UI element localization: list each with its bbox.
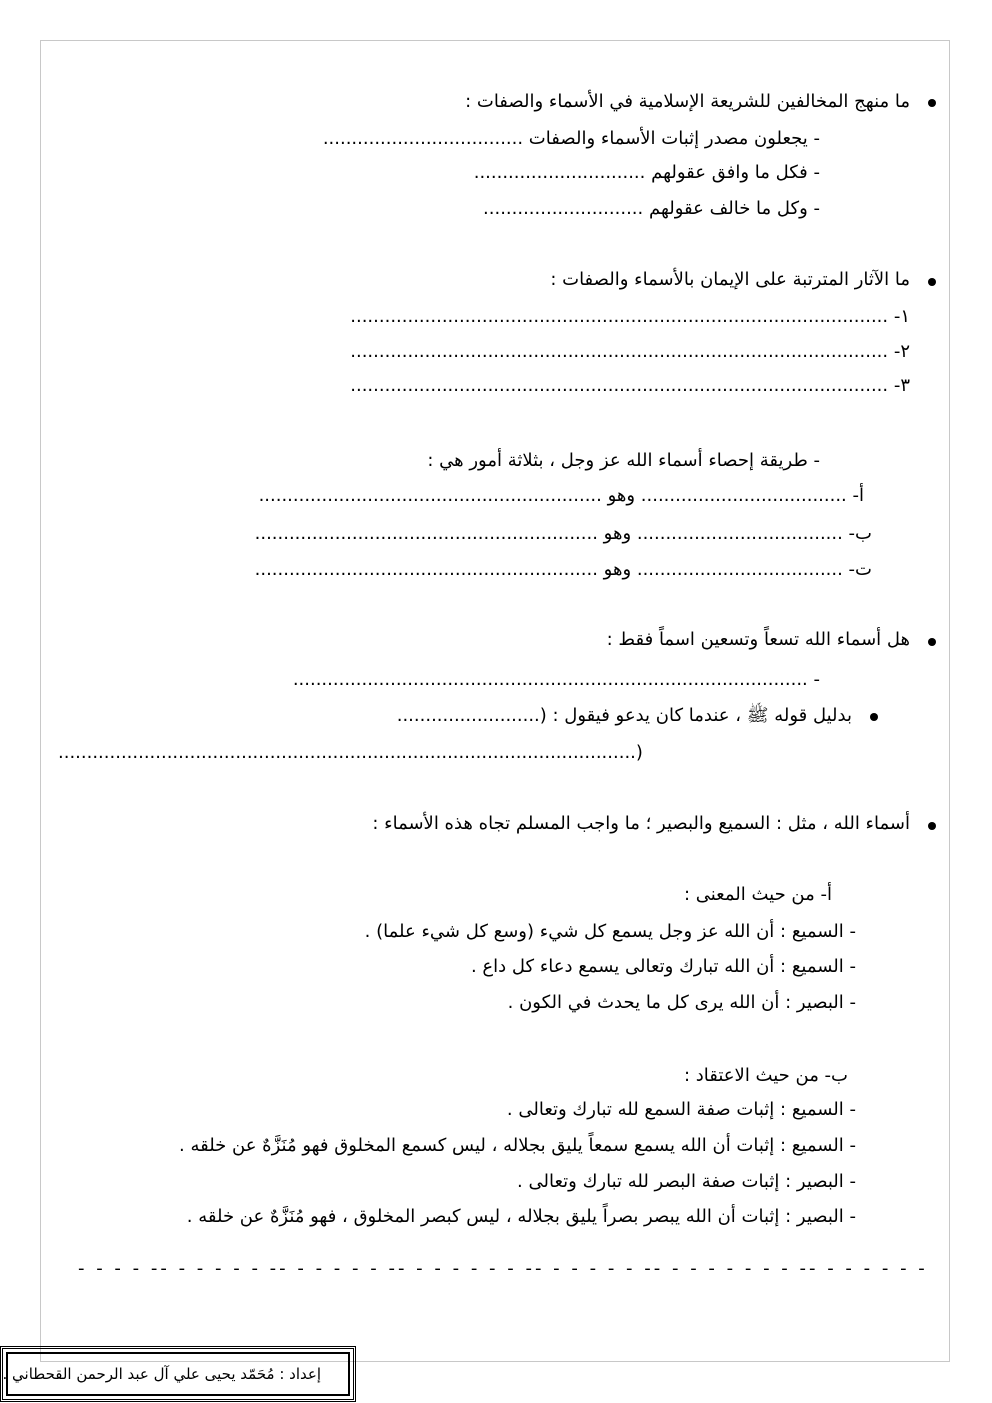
q1-item-3: - وكل ما خالف عقولهم ............................: [483, 198, 820, 219]
q5-meaning-item-3: - البصير : أن الله يرى كل ما يحدث في الكون .: [507, 992, 856, 1013]
bullet-q4-evidence: [870, 713, 878, 721]
q3-title: - طريقة إحصاء أسماء الله عز وجل ، بثلاثة أمور هي :: [427, 450, 820, 471]
author-credit: إعداد : مُحَمّد يحيى علي آل عبد الرحمن القحطاني .: [2, 1365, 321, 1383]
q1-item-2: - فكل ما وافق عقولهم ..............................: [473, 162, 820, 183]
page-frame: [40, 40, 950, 1362]
dashed-separator: - - - - -- - - - - - -- - - - - - -- - - - - - - -- - - - - - -- - - - - - - - -- - - - - - -: [78, 1258, 928, 1279]
q2-title: ما الآثار المترتبة على الإيمان بالأسماء والصفات :: [550, 269, 910, 290]
q2-item-3: ٣- ..............................................................................................: [350, 375, 910, 396]
q5-belief-item-4: - البصير : إثبات أن الله يبصر بصراً يليق بجلاله ، ليس كبصر المخلوق ، فهو مُنَزَّهٌ عن خلقه .: [186, 1206, 856, 1227]
q2-item-2: ٢- ..............................................................................................: [350, 341, 910, 362]
q4-title: هل أسماء الله تسعاً وتسعين اسماً فقط :: [606, 629, 910, 650]
q5-title: أسماء الله ، مثل : السميع والبصير ؛ ما واجب المسلم تجاه هذه الأسماء :: [372, 813, 910, 834]
q5-belief-heading: ب- من حيث الاعتقاد :: [683, 1065, 848, 1086]
q3-item-b: ب- .................................... وهو ............................................................: [254, 523, 872, 544]
bullet-q2: [928, 278, 936, 286]
q2-item-1: ١- ..............................................................................................: [350, 306, 910, 327]
q5-belief-item-2: - السميع : إثبات أن الله يسمع سمعاً يليق بجلاله ، ليس كسمع المخلوق فهو مُنَزَّهٌ عن خلقه .: [179, 1135, 856, 1156]
bullet-q5: [928, 822, 936, 830]
q5-belief-item-3: - البصير : إثبات صفة البصر لله تبارك وتعالى .: [517, 1171, 856, 1192]
q3-item-t: ت- .................................... وهو ............................................................: [254, 559, 872, 580]
q4-evidence-continued: .....................................................................................................): [58, 742, 643, 763]
q1-title: ما منهج المخالفين للشريعة الإسلامية في الأسماء والصفات :: [465, 91, 910, 112]
q5-meaning-heading: أ- من حيث المعنى :: [683, 884, 832, 905]
author-footer-box: [0, 1346, 356, 1402]
q5-meaning-item-1: - السميع : أن الله عز وجل يسمع كل شيء (وسع كل شيء علما) .: [364, 921, 856, 942]
q4-answer: - ..........................................................................................: [292, 669, 820, 690]
q5-meaning-item-2: - السميع : أن الله تبارك وتعالى يسمع دعاء كل داع .: [470, 956, 856, 977]
q3-item-a: أ- .................................... وهو ............................................................: [258, 485, 864, 506]
q5-belief-item-1: - السميع : إثبات صفة السمع لله تبارك وتعالى .: [506, 1099, 856, 1120]
q4-evidence: بدليل قوله ﷺ ، عندما كان يدعو فيقول : (.........................: [396, 705, 852, 726]
q1-item-1: - يجعلون مصدر إثبات الأسماء والصفات ...................................: [322, 128, 820, 149]
bullet-q4: [928, 638, 936, 646]
bullet-q1: [928, 99, 936, 107]
